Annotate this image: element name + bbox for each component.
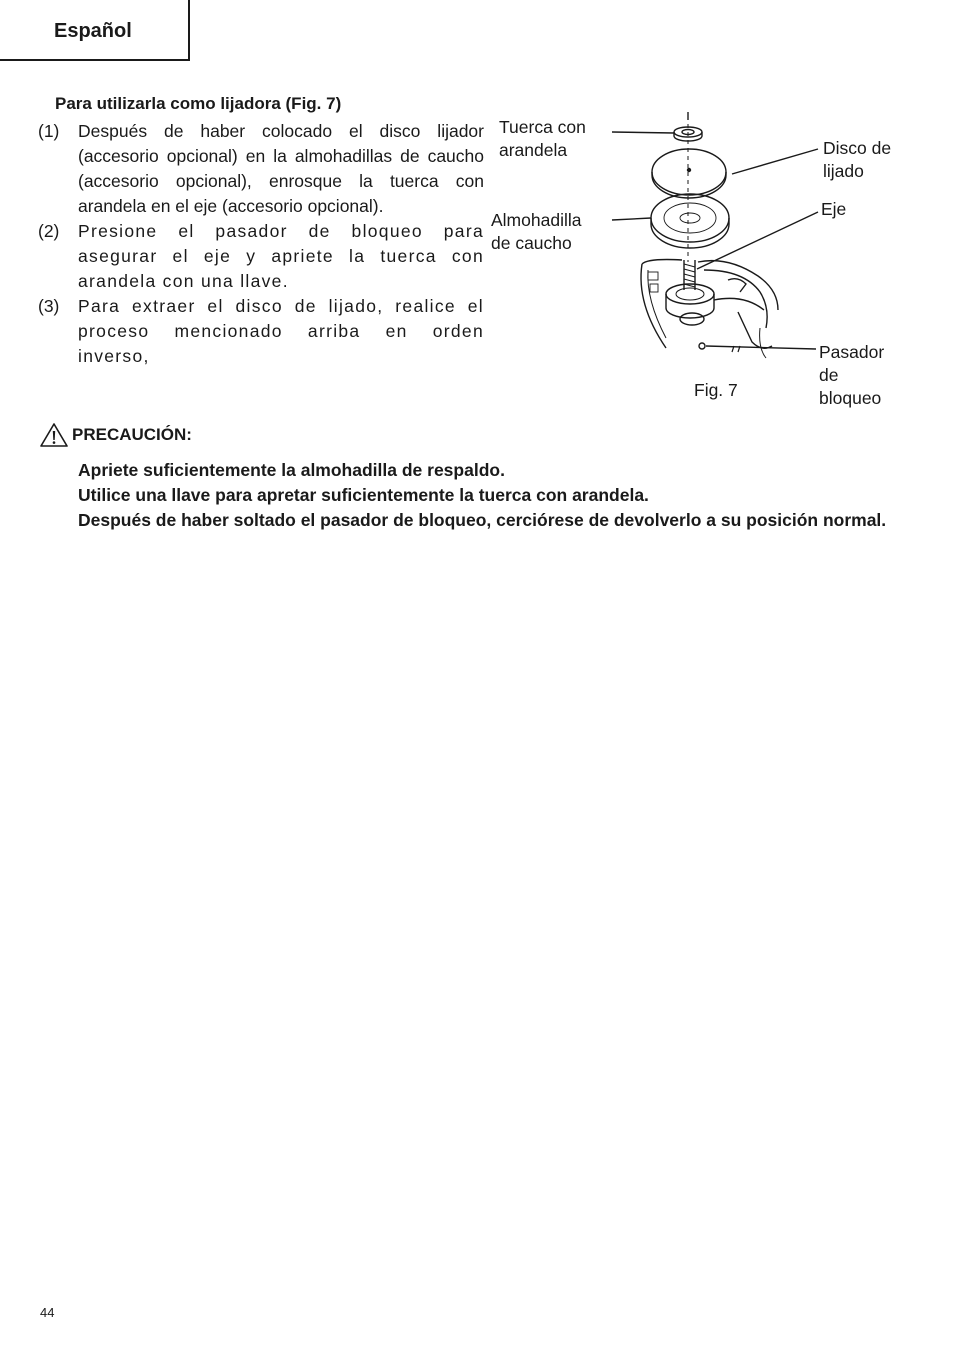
steps-list [38, 119, 484, 369]
leader-disc [732, 149, 818, 174]
caution-line: Después de haber soltado el pasador de bloqueo, cerciórese de devolverlo a su posición normal. [78, 510, 887, 530]
caution-line: Apriete suficientemente la almohadilla de respaldo. [78, 460, 505, 480]
step-number: (2) [38, 221, 60, 241]
language-label: Español [54, 20, 132, 42]
caution-title: PRECAUCIÓN: [72, 425, 192, 444]
section-title: Para utilizarla como lijadora (Fig. 7) [55, 94, 342, 113]
step-1 [38, 119, 484, 219]
label-nut-with-washer: Tuerca con arandela [499, 117, 586, 160]
leader-nut [612, 132, 674, 133]
label-spindle: Eje [821, 199, 847, 219]
figure-7 [488, 112, 928, 412]
leader-spindle [697, 212, 818, 269]
step-2 [38, 219, 484, 294]
warning-icon [40, 422, 68, 448]
grinder-body [641, 260, 778, 359]
figure-caption: Fig. 7 [694, 380, 738, 400]
label-rubber-pad: Almohadilla de caucho [491, 210, 582, 253]
step-text: Después de haber colocado el disco lijador (accesorio opcional) en la almohadillas de caucho (accesorio opcional), enrosque la tuerca con arandela en el eje (accesorio opcional). [78, 121, 484, 216]
step-text: Para extraer el disco de lijado, realice el proceso mencionado arriba en orden inverso, [78, 296, 484, 366]
page-number: 44 [40, 1305, 55, 1320]
step-text: Presione el pasador de bloqueo para asegurar el eje y apriete la tuerca con arandela con una llave. [78, 221, 484, 291]
rubber-pad-part [651, 194, 729, 242]
caution-line: Utilice una llave para apretar suficientemente la tuerca con arandela. [78, 485, 649, 505]
step-3 [38, 294, 484, 369]
step-number: (1) [38, 121, 60, 141]
spindle-part [684, 260, 695, 290]
caution-text [78, 458, 918, 533]
step-number: (3) [38, 296, 60, 316]
label-sanding-disc: Disco de lijado [823, 138, 892, 181]
caution-heading [40, 422, 192, 448]
leader-pad [612, 218, 651, 220]
label-lock-pin: Pasador de bloqueo [819, 342, 885, 408]
language-tab [0, 0, 190, 61]
